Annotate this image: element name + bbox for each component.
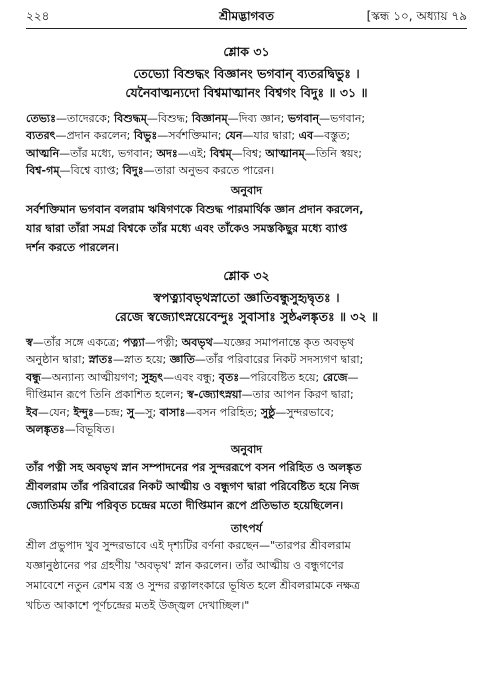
shloka-31-translation-heading: অনুবাদ [230,184,263,197]
sanskrit-term: বাসাঃ [159,405,186,419]
shloka-31-verse [26,64,467,102]
sanskrit-term: বিশ্বম্ [209,146,232,160]
sanskrit-term: আত্মনি [26,146,60,160]
sanskrit-term: স্নাতঃ [88,353,113,367]
synonym-line [26,386,467,403]
term-meaning: —বস্তুত; [313,129,351,143]
sanskrit-term: অদঃ [156,146,178,160]
synonym-line [26,127,467,144]
sanskrit-term: ইব [26,405,38,419]
term-meaning: —এই; [177,146,210,160]
term-meaning: —ভগবান; [319,112,366,125]
sanskrit-term: বিশ্ব-গম্ [26,164,60,178]
sanskrit-term: বন্ধু [26,370,41,384]
shloka-31-translation [26,200,467,257]
purport-line: সমাবেশে নতুন রেশম বস্ত্র ও সুন্দর রত্নালংকারে ভূষিত হলে শ্রীবলরামকে নক্ষত্র [26,579,360,592]
term-meaning: —তাদেরকে; [55,112,114,125]
header-rule [26,28,467,29]
shloka-31-synonyms [26,110,467,180]
purport-text [26,536,467,616]
term-meaning: —অন্যান্য আত্মীয়গণ; [40,370,142,384]
purport-heading: তাৎপর্য [230,522,263,535]
term-meaning: —চন্দ্র; [93,405,127,419]
sanskrit-term: আত্মানম্ [265,146,305,160]
translation-line: দর্শন করতে পারলেন। [26,241,119,254]
shloka-31-heading: শ্লোক ৩১ [223,44,270,59]
shloka-32-translation [26,458,467,515]
term-meaning: —সু; [134,405,160,419]
shloka-32-translation-heading: অনুবাদ [230,443,263,456]
verse-line: স্বপত্ন্যাবভৃথস্নাতো জ্ঞাতিবন্ধুসুহৃদ্বৃতঃ । [153,290,340,305]
term-meaning: —এবং বন্ধু; [163,370,219,384]
synonym-line [26,404,467,421]
sanskrit-term: ভগবান্ [287,112,320,125]
purport-line: শ্রীল প্রভুপাদ খুব সুন্দরভাবে এই দৃশ্যটির বর্ণনা করছেন—"তারপর শ্রীবলরাম [26,539,351,552]
term-meaning: —তার আপন কিরণ দ্বারা; [241,388,354,402]
term-meaning: —পত্নী; [144,336,182,349]
term-meaning: —যেন; [37,405,74,419]
verse-line: রেজে স্বজ্যোৎস্নয়েবেন্দুঃ সুবাসাঃ সুষ্ঠ্বলঙ্কৃতঃ ॥ ৩২ ॥ [114,309,379,324]
sanskrit-term: পত্ন্যা [122,336,145,349]
sanskrit-term: বিভুঃ [133,129,158,143]
sanskrit-term: বিশুদ্ধম্ [113,112,147,125]
sanskrit-term: সুহৃৎ [141,370,164,384]
sanskrit-term: স্ব-জ্যোৎস্নয়া [187,388,242,402]
shloka-32-heading: শ্লোক ৩২ [223,268,270,283]
synonym-line [26,162,467,179]
purport-line: যজ্ঞানুষ্ঠানের পর গ্রহণীয় 'অবভৃথ' স্নান করলেন। তাঁর আত্মীয় ও বন্ধুগণের [26,559,344,572]
term-meaning: —বিশুদ্ধ; [146,112,192,125]
term-meaning: দীপ্তিমান রূপে তিনি প্রকাশিত হলেন; [26,388,188,402]
term-meaning: —বিশ্ব; [231,146,266,160]
term-meaning: —তাঁর মধ্যে, ভগবান; [59,146,157,160]
term-meaning: —তাঁর সঙ্গে একত্রে; [32,336,123,349]
sanskrit-term: রেজে [322,370,348,384]
term-meaning: —তাঁর পরিবারের নিকট সদস্যগণ দ্বারা; [194,353,364,367]
sanskrit-term: জ্ঞাতি [169,353,195,367]
shloka-32-verse [26,288,467,326]
term-meaning: —স্নাত হয়ে; [112,353,170,367]
sanskrit-term: যেন [225,129,243,143]
translation-line: যার দ্বারা তাঁরা সমগ্র বিশ্বকে তাঁর মধ্যে এবং তাঁকেও সমস্তকিছুর মধ্যে ব্যাপ্ত [26,222,348,235]
sanskrit-term: বিদুঃ [122,164,144,178]
sanskrit-term: অলঙ্কৃতঃ [26,423,65,437]
sanskrit-term: ব্যতরৎ [26,129,56,143]
sanskrit-term: ইন্দুঃ [73,405,94,419]
term-meaning: —বিশ্বে ব্যাপ্ত; [59,164,123,178]
translation-line: জ্যোতির্ময় রশ্মি পরিবৃত চন্দ্রের মতো দীপ্তিমান রূপে প্রতিভাত হয়েছিলেন। [26,499,344,512]
sanskrit-term: অবভৃথ [181,336,213,349]
synonym-line [26,334,467,351]
sanskrit-term: তেভ্যঃ [26,112,56,125]
chapter-reference: [স্কন্ধ ১০, অধ্যায় ৭৯ [366,9,467,23]
page-number: ২২৪ [26,9,50,23]
term-meaning: —দিব্য জ্ঞান; [227,112,288,125]
running-header [26,8,467,28]
synonym-line [26,421,467,438]
term-meaning: —তিনি স্বয়ং; [304,146,362,160]
term-meaning: —তারা অনুভব করতে পারেন। [143,164,275,178]
verse-line: যেনৈবাত্মন্যদো বিশ্বমাত্মানং বিশ্বগং বিদুঃ ॥ ৩১ ॥ [125,85,368,100]
term-meaning: — [347,370,359,384]
term-meaning: —পরিবেষ্টিত হয়ে; [239,370,323,384]
book-title: শ্রীমদ্ভাগবত [218,9,274,23]
synonym-line [26,145,467,162]
term-meaning: —সুন্দরভাবে; [275,405,335,419]
sanskrit-term: সু [126,405,135,419]
term-meaning: —বিভূষিত। [64,423,115,437]
sanskrit-term: বৃতঃ [218,370,240,384]
purport-line: খচিত আকাশে পূর্ণচন্দ্রের মতই উজ্জ্বল দেখাচ্ছিল।" [26,599,250,612]
term-meaning: —প্রদান করলেন; [55,129,134,143]
shloka-32-synonyms [26,334,467,438]
synonym-line [26,369,467,386]
term-meaning: —বসন পরিহিত; [185,405,261,419]
synonym-line [26,110,467,127]
term-meaning: —যার দ্বারা; [242,129,299,143]
term-meaning: —সর্বশক্তিমান; [157,129,226,143]
sanskrit-term: বিজ্ঞানম্ [191,112,228,125]
term-meaning: —যজ্ঞের সমাপনান্তে কৃত অবভৃথ [212,336,355,349]
translation-line: সর্বশক্তিমান ভগবান বলরাম ঋষিগণকে বিশুদ্ধ পারমার্থিক জ্ঞান প্রদান করলেন, [26,203,364,216]
translation-line: তাঁর পত্নী সহ অবভৃথ স্নান সম্পাদনের পর সুন্দররূপে বসন পরিহিত ও অলঙ্কৃত [26,461,362,474]
sanskrit-term: স্ব [26,336,33,349]
sanskrit-term: এব [298,129,314,143]
translation-line: শ্রীবলরাম তাঁর পরিবারের নিকট আত্মীয় ও বন্ধুগণ দ্বারা পরিবেষ্টিত হয়ে নিজ [26,480,360,493]
verse-line: তেভ্যো বিশুদ্ধং বিজ্ঞানং ভগবান্ ব্যতরদ্বিভুঃ । [133,66,360,81]
synonym-line [26,351,467,368]
sanskrit-term: সুষ্ঠু [260,405,276,419]
term-meaning: অনুষ্ঠান দ্বারা; [26,353,89,367]
